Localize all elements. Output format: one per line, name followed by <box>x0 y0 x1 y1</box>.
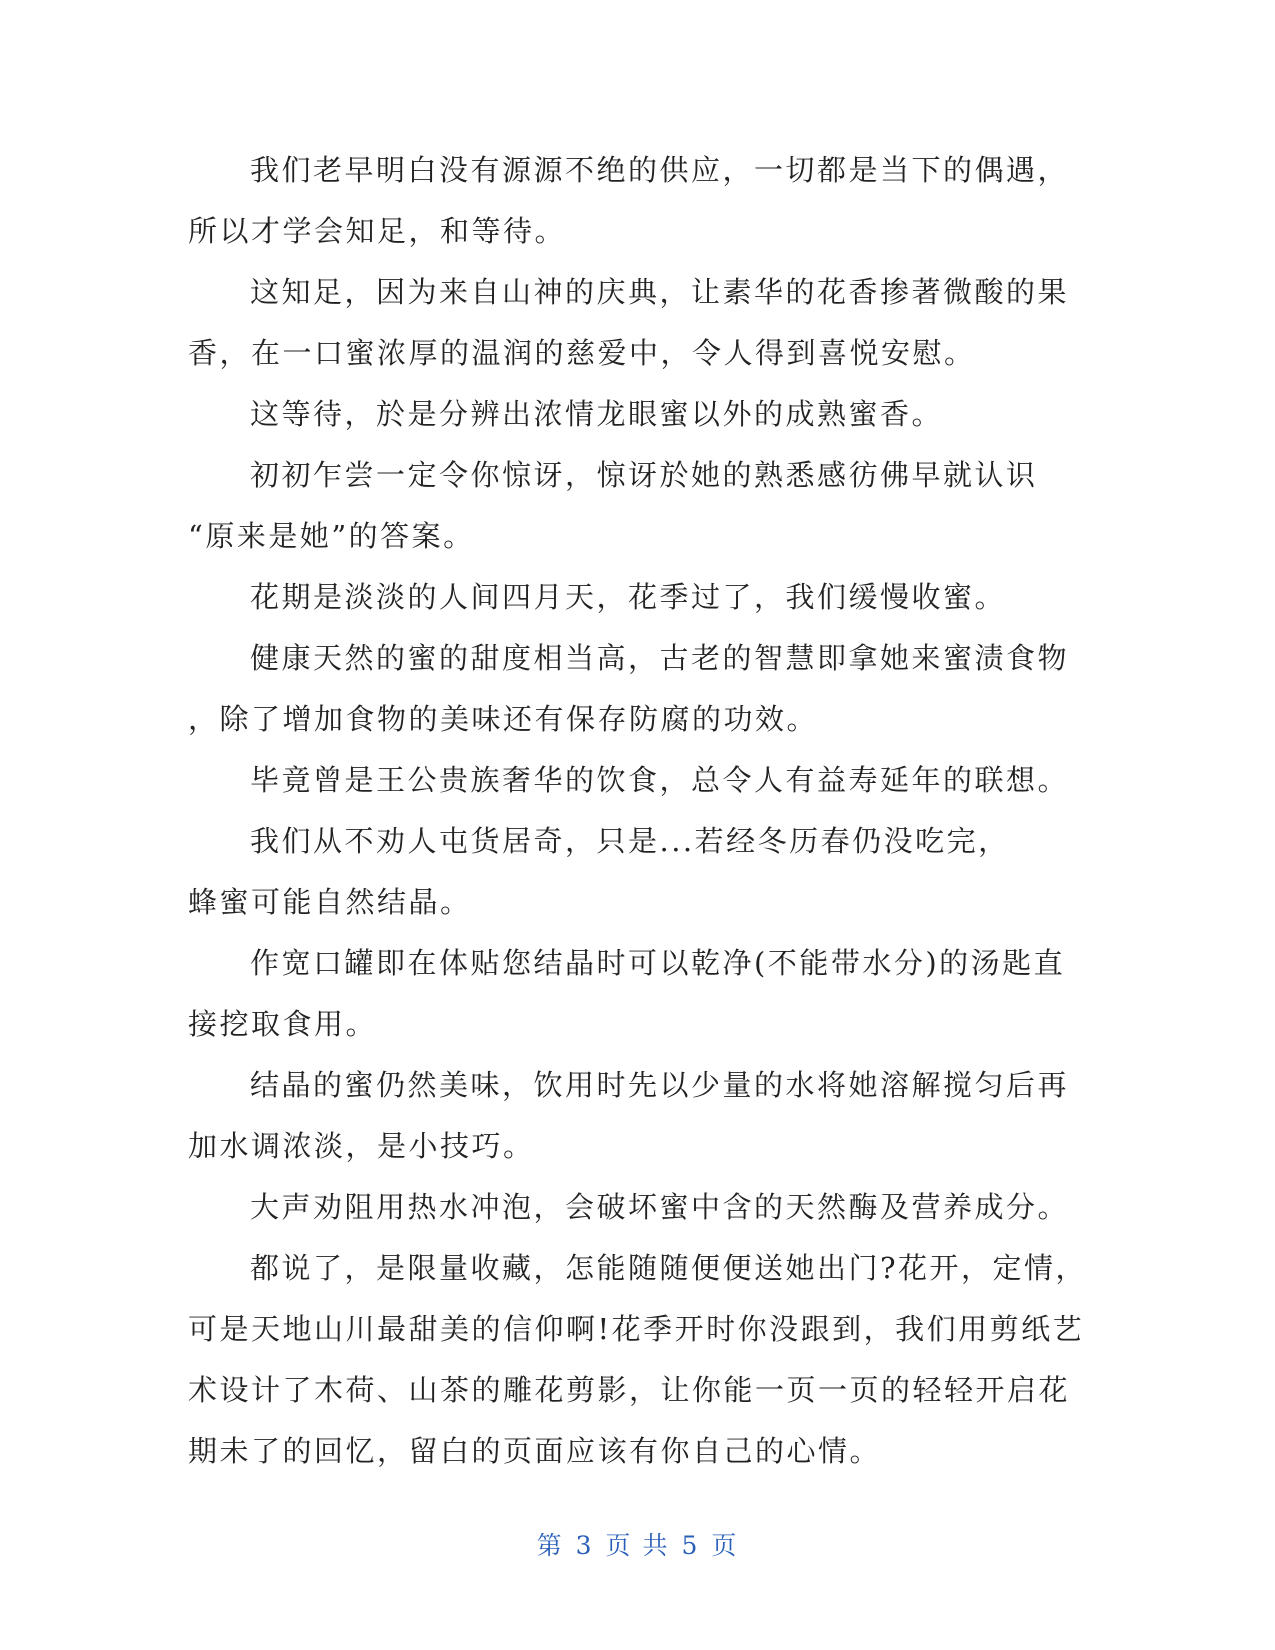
text-line: 加水调浓淡，是小技巧。 <box>188 1129 535 1163</box>
text-line: 初初乍尝一定令你惊讶，惊讶於她的熟悉感彷佛早就认识 <box>250 458 1038 492</box>
paragraph <box>188 933 1088 1055</box>
paragraph <box>188 1055 1088 1177</box>
text-line: 所以才学会知足，和等待。 <box>188 214 567 248</box>
text-line: 术设计了木荷、山茶的雕花剪影，让你能一页一页的轻轻开启花 <box>188 1373 1071 1407</box>
paragraph <box>188 567 1088 628</box>
text-line: 这知足，因为来自山神的庆典，让素华的花香掺著微酸的果 <box>250 275 1070 309</box>
text-line: ，除了增加食物的美味还有保存防腐的功效。 <box>188 702 819 736</box>
text-line: “原来是她”的答案。 <box>188 519 475 553</box>
text-line: 结晶的蜜仍然美味，饮用时先以少量的水将她溶解搅匀后再 <box>250 1068 1070 1102</box>
footer-middle: 页 共 <box>605 1531 670 1560</box>
page-number: 3 <box>575 1531 594 1560</box>
text-line: 作宽口罐即在体贴您结晶时可以乾净(不能带水分)的汤匙直 <box>250 946 1066 980</box>
text-line: 毕竟曾是王公贵族奢华的饮食，总令人有益寿延年的联想。 <box>250 763 1070 797</box>
text-line: 接挖取食用。 <box>188 1007 378 1041</box>
text-line: 我们老早明白没有源源不绝的供应，一切都是当下的偶遇， <box>250 153 1070 187</box>
text-line: 花期是淡淡的人间四月天，花季过了，我们缓慢收蜜。 <box>250 580 1007 614</box>
text-line: 香，在一口蜜浓厚的温润的慈爱中，令人得到喜悦安慰。 <box>188 336 976 370</box>
text-line: 这等待，於是分辨出浓情龙眼蜜以外的成熟蜜香。 <box>250 397 944 431</box>
text-line: 期未了的回忆，留白的页面应该有你自己的心情。 <box>188 1434 882 1468</box>
text-line: 大声劝阻用热水冲泡，会破坏蜜中含的天然酶及营养成分。 <box>250 1190 1070 1224</box>
paragraph <box>188 1177 1088 1238</box>
text-line: 可是天地山川最甜美的信仰啊!花季开时你没跟到，我们用剪纸艺 <box>188 1312 1085 1346</box>
paragraph <box>188 628 1088 750</box>
paragraph <box>188 262 1088 384</box>
footer-suffix: 页 <box>711 1531 739 1560</box>
paragraph <box>188 140 1088 262</box>
paragraph <box>188 445 1088 567</box>
footer-prefix: 第 <box>536 1531 564 1560</box>
total-pages: 5 <box>681 1531 700 1560</box>
paragraph <box>188 384 1088 445</box>
page-footer <box>0 1526 1275 1562</box>
text-line: 健康天然的蜜的甜度相当高，古老的智慧即拿她来蜜渍食物 <box>250 641 1070 675</box>
text-line: 我们从不劝人屯货居奇，只是...若经冬历春仍没吃完， <box>250 824 1010 858</box>
body-text <box>188 140 1088 1482</box>
paragraph <box>188 1238 1088 1482</box>
text-line: 都说了，是限量收藏，怎能随随便便送她出门?花开，定情， <box>250 1251 1088 1285</box>
text-line: 蜂蜜可能自然结晶。 <box>188 885 472 919</box>
paragraph <box>188 811 1088 933</box>
paragraph <box>188 750 1088 811</box>
